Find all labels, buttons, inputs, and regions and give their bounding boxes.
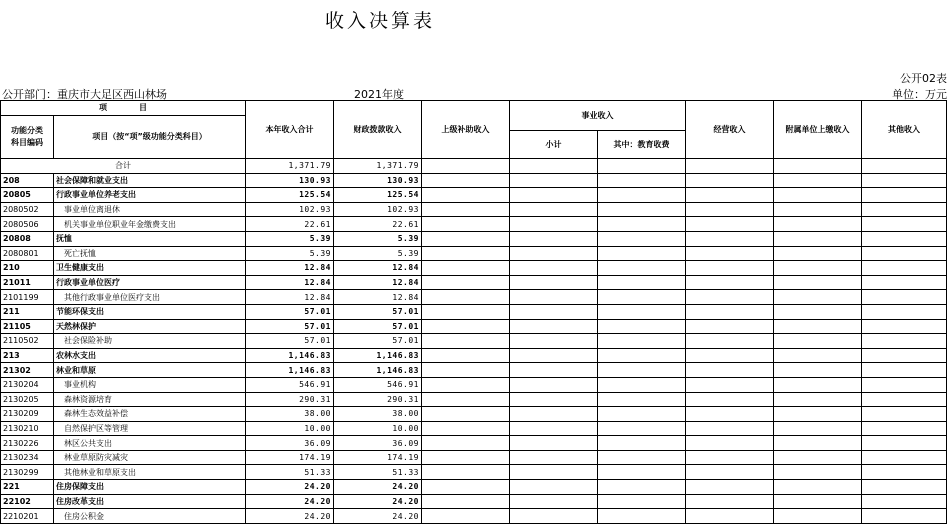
empty-cell (686, 202, 774, 217)
empty-cell (598, 480, 686, 495)
empty-cell (510, 450, 598, 465)
empty-cell (422, 261, 510, 276)
empty-cell (422, 407, 510, 422)
name-cell: 行政事业单位医疗 (54, 275, 246, 290)
total-cell: 130.93 (246, 173, 334, 188)
empty-cell (422, 436, 510, 451)
fiscal-cell: 22.61 (334, 217, 422, 232)
table-row (1, 407, 947, 422)
empty-cell (774, 334, 862, 349)
empty-cell (686, 246, 774, 261)
empty-cell (598, 319, 686, 334)
empty-cell (686, 217, 774, 232)
empty-cell (422, 334, 510, 349)
name-cell: 林业和草原 (54, 363, 246, 378)
empty-cell (422, 290, 510, 305)
table-row (1, 480, 947, 495)
header-operating: 经营收入 (686, 101, 774, 159)
empty-cell (774, 319, 862, 334)
code-cell: 2130209 (1, 407, 54, 422)
code-cell: 21105 (1, 319, 54, 334)
name-cell: 农林水支出 (54, 348, 246, 363)
total-cell: 24.20 (246, 509, 334, 524)
code-cell: 2210201 (1, 509, 54, 524)
code-cell: 210 (1, 261, 54, 276)
total-cell: 1,146.83 (246, 363, 334, 378)
total-cell: 125.54 (246, 188, 334, 203)
code-cell: 2130205 (1, 392, 54, 407)
empty-cell (774, 436, 862, 451)
fiscal-cell: 57.01 (334, 319, 422, 334)
empty-cell (862, 421, 947, 436)
empty-cell (774, 304, 862, 319)
empty-cell (862, 246, 947, 261)
fiscal-cell: 546.91 (334, 377, 422, 392)
total-cell: 290.31 (246, 392, 334, 407)
empty-cell (862, 377, 947, 392)
empty-cell (598, 188, 686, 203)
empty-cell (862, 392, 947, 407)
code-cell: 2130210 (1, 421, 54, 436)
total-cell: 36.09 (246, 436, 334, 451)
table-row (1, 246, 947, 261)
code-cell: 2130234 (1, 450, 54, 465)
name-cell: 卫生健康支出 (54, 261, 246, 276)
empty-cell (774, 290, 862, 305)
table-row (1, 377, 947, 392)
code-cell: 20805 (1, 188, 54, 203)
code-cell: 2101199 (1, 290, 54, 305)
empty-cell (862, 450, 947, 465)
table-row (1, 421, 947, 436)
name-cell: 自然保护区等管理 (54, 421, 246, 436)
table-row (1, 494, 947, 509)
empty-cell (510, 217, 598, 232)
empty-cell (598, 450, 686, 465)
empty-cell (422, 392, 510, 407)
empty-cell (510, 188, 598, 203)
empty-cell (774, 188, 862, 203)
fiscal-cell: 24.20 (334, 480, 422, 495)
empty-cell (510, 392, 598, 407)
table-row (1, 436, 947, 451)
empty-cell (422, 509, 510, 524)
header-education: 其中：教育收费 (598, 131, 686, 159)
empty-cell (862, 261, 947, 276)
table-row (1, 188, 947, 203)
empty-cell (510, 275, 598, 290)
empty-cell (598, 261, 686, 276)
empty-cell (774, 231, 862, 246)
empty-cell (598, 334, 686, 349)
total-row (1, 159, 947, 174)
empty-cell (686, 261, 774, 276)
empty-cell (422, 421, 510, 436)
empty-cell (422, 304, 510, 319)
empty-cell (422, 202, 510, 217)
name-cell: 行政事业单位养老支出 (54, 188, 246, 203)
empty-cell (774, 480, 862, 495)
empty-cell (510, 494, 598, 509)
empty-cell (862, 304, 947, 319)
code-cell: 2080506 (1, 217, 54, 232)
table-row (1, 348, 947, 363)
empty-cell (510, 319, 598, 334)
fiscal-cell: 57.01 (334, 304, 422, 319)
unit-label: 单位：万元 (892, 88, 947, 101)
empty-cell (862, 319, 947, 334)
empty-cell (510, 363, 598, 378)
total-label: 合计 (1, 159, 246, 174)
name-cell: 社会保障和就业支出 (54, 173, 246, 188)
empty-cell (774, 465, 862, 480)
table-row (1, 173, 947, 188)
table-row (1, 392, 947, 407)
code-cell: 20808 (1, 231, 54, 246)
code-cell: 2130226 (1, 436, 54, 451)
empty-cell (510, 246, 598, 261)
table-row (1, 363, 947, 378)
empty-cell (686, 304, 774, 319)
empty-cell (774, 348, 862, 363)
table-row (1, 509, 947, 524)
income-table (0, 100, 947, 524)
total-amount: 1,371.79 (246, 159, 334, 174)
empty-cell (510, 173, 598, 188)
empty-cell (774, 246, 862, 261)
name-cell: 森林生态效益补偿 (54, 407, 246, 422)
total-cell: 57.01 (246, 304, 334, 319)
empty-cell (598, 275, 686, 290)
empty-cell (598, 363, 686, 378)
empty-cell (422, 494, 510, 509)
total-cell: 24.20 (246, 480, 334, 495)
empty-cell (862, 275, 947, 290)
total-cell: 51.33 (246, 465, 334, 480)
empty-cell (862, 334, 947, 349)
empty-cell (862, 363, 947, 378)
empty-cell (598, 173, 686, 188)
empty-cell (774, 202, 862, 217)
empty-cell (774, 217, 862, 232)
empty-cell (422, 319, 510, 334)
fiscal-cell: 1,146.83 (334, 363, 422, 378)
header-code: 功能分类 科目编码 (1, 116, 54, 159)
empty-cell (422, 450, 510, 465)
name-cell: 住房保障支出 (54, 480, 246, 495)
code-cell: 2130204 (1, 377, 54, 392)
fiscal-cell: 1,146.83 (334, 348, 422, 363)
empty-cell (422, 465, 510, 480)
name-cell: 抚恤 (54, 231, 246, 246)
empty-cell (422, 173, 510, 188)
table-row (1, 465, 947, 480)
empty-cell (598, 231, 686, 246)
name-cell: 事业单位离退休 (54, 202, 246, 217)
empty-cell (510, 377, 598, 392)
fiscal-cell: 57.01 (334, 334, 422, 349)
empty-cell (686, 407, 774, 422)
total-cell: 57.01 (246, 334, 334, 349)
empty-cell (774, 363, 862, 378)
table-row (1, 202, 947, 217)
code-cell: 211 (1, 304, 54, 319)
code-cell: 2080502 (1, 202, 54, 217)
code-cell: 21302 (1, 363, 54, 378)
empty-cell (686, 173, 774, 188)
fiscal-cell: 130.93 (334, 173, 422, 188)
code-cell: 2130299 (1, 465, 54, 480)
empty-cell (510, 231, 598, 246)
fiscal-cell: 12.84 (334, 290, 422, 305)
empty-cell (774, 509, 862, 524)
code-cell: 21011 (1, 275, 54, 290)
table-row (1, 261, 947, 276)
empty-cell (686, 509, 774, 524)
fiscal-cell: 12.84 (334, 275, 422, 290)
empty-cell (598, 217, 686, 232)
empty-cell (422, 275, 510, 290)
empty-cell (510, 465, 598, 480)
name-cell: 事业机构 (54, 377, 246, 392)
empty-cell (510, 261, 598, 276)
table-row (1, 304, 947, 319)
empty-cell (598, 421, 686, 436)
code-cell: 208 (1, 173, 54, 188)
name-cell: 机关事业单位职业年金缴费支出 (54, 217, 246, 232)
total-cell: 546.91 (246, 377, 334, 392)
header-upper: 上级补助收入 (422, 101, 510, 159)
table-row (1, 217, 947, 232)
empty-cell (510, 480, 598, 495)
empty-cell (510, 304, 598, 319)
empty-cell (774, 261, 862, 276)
total-cell: 5.39 (246, 231, 334, 246)
empty-cell (862, 217, 947, 232)
name-cell: 其他行政事业单位医疗支出 (54, 290, 246, 305)
empty-cell (598, 377, 686, 392)
table-row (1, 275, 947, 290)
empty-cell (686, 480, 774, 495)
empty-cell (686, 348, 774, 363)
fiscal-cell: 174.19 (334, 450, 422, 465)
empty-cell (686, 450, 774, 465)
fiscal-year: 2021年度 (354, 88, 404, 101)
header-fiscal: 财政拨款收入 (334, 101, 422, 159)
empty-cell (598, 392, 686, 407)
empty-cell (862, 494, 947, 509)
empty-cell (774, 392, 862, 407)
total-fiscal: 1,371.79 (334, 159, 422, 174)
fiscal-cell: 36.09 (334, 436, 422, 451)
fiscal-cell: 24.20 (334, 509, 422, 524)
empty-cell (686, 334, 774, 349)
fiscal-cell: 5.39 (334, 231, 422, 246)
empty-cell (510, 202, 598, 217)
empty-cell (598, 494, 686, 509)
empty-cell (598, 304, 686, 319)
name-cell: 其他林业和草原支出 (54, 465, 246, 480)
empty-cell (862, 436, 947, 451)
header-name: 项目（按“项”级功能分类科目） (54, 116, 246, 159)
total-cell: 10.00 (246, 421, 334, 436)
fiscal-cell: 51.33 (334, 465, 422, 480)
empty-cell (862, 509, 947, 524)
table-row (1, 450, 947, 465)
empty-cell (510, 334, 598, 349)
empty-cell (598, 246, 686, 261)
total-cell: 102.93 (246, 202, 334, 217)
name-cell: 节能环保支出 (54, 304, 246, 319)
empty-cell (422, 348, 510, 363)
empty-cell (686, 188, 774, 203)
name-cell: 死亡抚恤 (54, 246, 246, 261)
empty-cell (686, 290, 774, 305)
empty-cell (774, 450, 862, 465)
empty-cell (598, 290, 686, 305)
name-cell: 天然林保护 (54, 319, 246, 334)
empty-cell (422, 246, 510, 261)
empty-cell (862, 188, 947, 203)
empty-cell (510, 436, 598, 451)
empty-cell (510, 348, 598, 363)
name-cell: 林业草原防灾减灾 (54, 450, 246, 465)
fiscal-cell: 125.54 (334, 188, 422, 203)
total-cell: 5.39 (246, 246, 334, 261)
total-cell: 12.84 (246, 275, 334, 290)
fiscal-cell: 24.20 (334, 494, 422, 509)
empty-cell (862, 290, 947, 305)
empty-cell (686, 377, 774, 392)
total-cell: 12.84 (246, 290, 334, 305)
empty-cell (422, 231, 510, 246)
empty-cell (774, 407, 862, 422)
name-cell: 住房公积金 (54, 509, 246, 524)
empty-cell (598, 509, 686, 524)
fiscal-cell: 290.31 (334, 392, 422, 407)
code-cell: 2080801 (1, 246, 54, 261)
empty-cell (862, 348, 947, 363)
empty-cell (686, 319, 774, 334)
fiscal-cell: 10.00 (334, 421, 422, 436)
header-total: 本年收入合计 (246, 101, 334, 159)
empty-cell (686, 231, 774, 246)
total-cell: 38.00 (246, 407, 334, 422)
report-title: 收入决算表 (324, 10, 435, 32)
empty-cell (686, 436, 774, 451)
empty-cell (686, 363, 774, 378)
empty-cell (510, 407, 598, 422)
code-cell: 2110502 (1, 334, 54, 349)
total-cell: 1,146.83 (246, 348, 334, 363)
empty-cell (862, 407, 947, 422)
empty-cell (686, 421, 774, 436)
empty-cell (422, 377, 510, 392)
empty-cell (774, 275, 862, 290)
empty-cell (774, 421, 862, 436)
table-row (1, 231, 947, 246)
name-cell: 社会保险补助 (54, 334, 246, 349)
empty-cell (598, 407, 686, 422)
empty-cell (598, 348, 686, 363)
total-cell: 22.61 (246, 217, 334, 232)
empty-cell (686, 392, 774, 407)
empty-cell (686, 494, 774, 509)
code-cell: 221 (1, 480, 54, 495)
total-cell: 24.20 (246, 494, 334, 509)
header-subtotal: 小计 (510, 131, 598, 159)
header-business: 事业收入 (510, 101, 686, 131)
empty-cell (510, 421, 598, 436)
fiscal-cell: 102.93 (334, 202, 422, 217)
empty-cell (422, 480, 510, 495)
header-affiliated: 附属单位上缴收入 (774, 101, 862, 159)
total-cell: 57.01 (246, 319, 334, 334)
empty-cell (510, 509, 598, 524)
empty-cell (422, 363, 510, 378)
header-item-group: 项 目 (1, 101, 246, 116)
empty-cell (774, 173, 862, 188)
fiscal-cell: 5.39 (334, 246, 422, 261)
total-cell: 174.19 (246, 450, 334, 465)
name-cell: 住房改革支出 (54, 494, 246, 509)
empty-cell (862, 202, 947, 217)
empty-cell (862, 480, 947, 495)
empty-cell (598, 436, 686, 451)
table-row (1, 290, 947, 305)
total-cell: 12.84 (246, 261, 334, 276)
code-cell: 22102 (1, 494, 54, 509)
empty-cell (686, 465, 774, 480)
empty-cell (774, 494, 862, 509)
code-cell: 213 (1, 348, 54, 363)
empty-cell (510, 290, 598, 305)
fiscal-cell: 12.84 (334, 261, 422, 276)
empty-cell (422, 217, 510, 232)
empty-cell (598, 202, 686, 217)
table-row (1, 319, 947, 334)
name-cell: 林区公共支出 (54, 436, 246, 451)
empty-cell (862, 231, 947, 246)
empty-cell (422, 188, 510, 203)
empty-cell (686, 275, 774, 290)
empty-cell (862, 465, 947, 480)
empty-cell (598, 465, 686, 480)
table-row (1, 334, 947, 349)
empty-cell (774, 377, 862, 392)
form-number: 公开02表 (900, 72, 947, 85)
fiscal-cell: 38.00 (334, 407, 422, 422)
name-cell: 森林资源培育 (54, 392, 246, 407)
department-label: 公开部门：重庆市大足区西山林场 (2, 88, 167, 101)
header-other: 其他收入 (862, 101, 947, 159)
empty-cell (862, 173, 947, 188)
